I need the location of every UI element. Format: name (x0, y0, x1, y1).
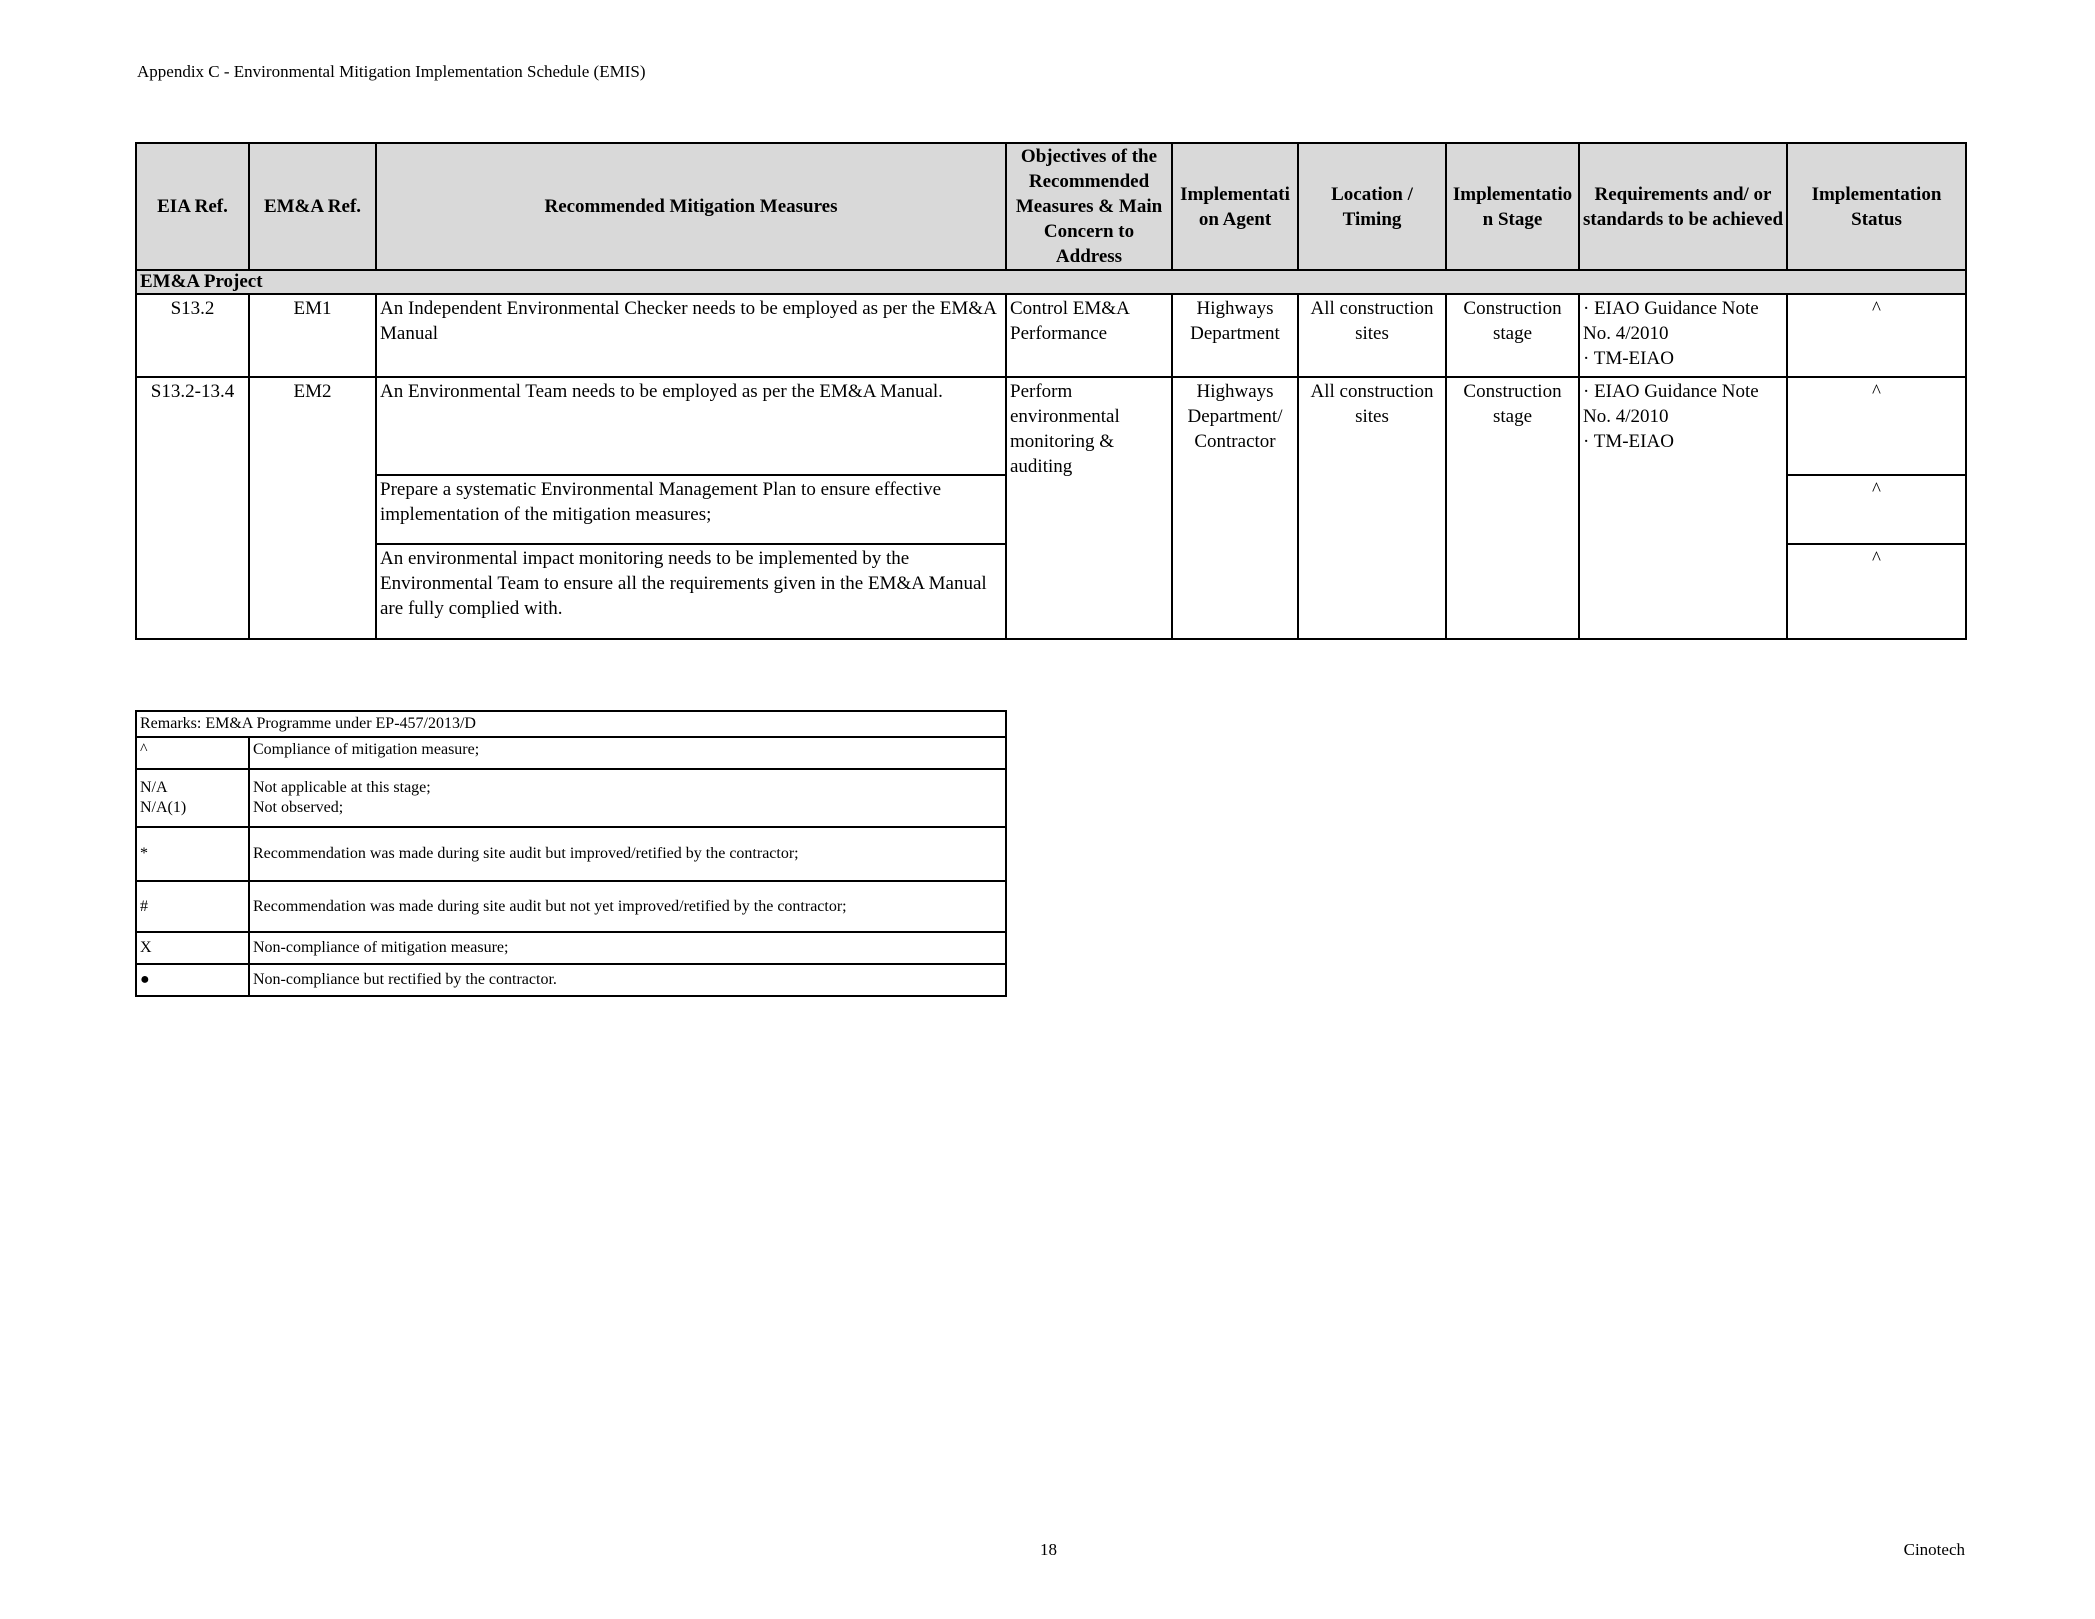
requirement-line: · EIAO Guidance Note No. 4/2010 (1583, 381, 1759, 427)
table-header-row (136, 143, 1966, 270)
col-header-stage: Implementatio n Stage (1446, 143, 1579, 270)
company-name: Cinotech (1903, 1540, 1965, 1559)
cell-objective: Perform environmental monitoring & auditing (1006, 377, 1172, 639)
remarks-title: Remarks: EM&A Programme under EP-457/2013/D (136, 711, 1006, 737)
requirement-line: · TM-EIAO (1583, 348, 1674, 369)
col-header-requirements: Requirements and/ or standards to be achieved (1579, 143, 1787, 270)
cell-agent: Highways Department (1172, 294, 1298, 377)
cell-objective: Control EM&A Performance (1006, 294, 1172, 377)
requirement-line: · TM-EIAO (1583, 431, 1674, 452)
remark-row (136, 827, 1006, 881)
cell-measure: An environmental impact monitoring needs to be implemented by the Environmental Team to ensure all the requirements given in the EM&A Manual are fully complied with. (376, 544, 1006, 639)
remark-text: Compliance of mitigation measure; (249, 737, 1006, 769)
cell-eia-ref: S13.2 (136, 294, 249, 377)
table-row (136, 294, 1966, 377)
remark-symbol: # (136, 881, 249, 932)
cell-status: ^ (1787, 294, 1966, 377)
cell-measure: An Environmental Team needs to be employed as per the EM&A Manual. (376, 377, 1006, 475)
cell-ema-ref: EM2 (249, 377, 376, 639)
remark-text-na: Not applicable at this stage; (253, 779, 431, 796)
table-row (136, 377, 1966, 475)
cell-status: ^ (1787, 544, 1966, 639)
remark-row (136, 881, 1006, 932)
col-header-objectives: Objectives of the Recommended Measures & Main Concern to Address (1006, 143, 1172, 270)
remark-symbol: ^ (136, 737, 249, 769)
col-header-status: Implementation Status (1787, 143, 1966, 270)
section-row (136, 270, 1966, 294)
remark-row (136, 737, 1006, 769)
remark-text-na1: Not observed; (253, 799, 344, 816)
cell-ema-ref: EM1 (249, 294, 376, 377)
remarks-table (135, 710, 1007, 997)
cell-status: ^ (1787, 475, 1966, 544)
cell-eia-ref: S13.2-13.4 (136, 377, 249, 639)
page-header-title: Appendix C - Environmental Mitigation Implementation Schedule (EMIS) (137, 62, 646, 81)
remark-text: Recommendation was made during site audit but improved/retified by the contractor; (249, 827, 1006, 881)
page-number: 18 (1040, 1540, 1057, 1559)
remark-text: Non-compliance of mitigation measure; (249, 932, 1006, 964)
cell-agent: Highways Department/ Contractor (1172, 377, 1298, 639)
cell-location: All construction sites (1298, 377, 1446, 639)
remark-text (249, 769, 1006, 827)
cell-status: ^ (1787, 377, 1966, 475)
remark-row (136, 932, 1006, 964)
cell-stage: Construction stage (1446, 377, 1579, 639)
section-title: EM&A Project (136, 270, 1966, 294)
remark-symbol-na: N/A (140, 779, 168, 796)
cell-stage: Construction stage (1446, 294, 1579, 377)
emis-table (135, 142, 1967, 640)
cell-location: All construction sites (1298, 294, 1446, 377)
remark-symbol: ● (136, 964, 249, 996)
col-header-location: Location / Timing (1298, 143, 1446, 270)
remarks-title-row (136, 711, 1006, 737)
remark-symbol (136, 769, 249, 827)
remark-row (136, 769, 1006, 827)
cell-measure: An Independent Environmental Checker needs to be employed as per the EM&A Manual (376, 294, 1006, 377)
cell-requirements (1579, 294, 1787, 377)
remark-row (136, 964, 1006, 996)
cell-requirements (1579, 377, 1787, 639)
remark-symbol: * (136, 827, 249, 881)
remark-symbol: X (136, 932, 249, 964)
col-header-eia-ref: EIA Ref. (136, 143, 249, 270)
requirement-line: · EIAO Guidance Note No. 4/2010 (1583, 298, 1759, 344)
col-header-agent: Implementati on Agent (1172, 143, 1298, 270)
remark-text: Non-compliance but rectified by the contractor. (249, 964, 1006, 996)
col-header-measures: Recommended Mitigation Measures (376, 143, 1006, 270)
remark-symbol-na1: N/A(1) (140, 799, 187, 816)
col-header-ema-ref: EM&A Ref. (249, 143, 376, 270)
remark-text: Recommendation was made during site audit but not yet improved/retified by the contractor; (249, 881, 1006, 932)
cell-measure: Prepare a systematic Environmental Management Plan to ensure effective implementation of the mitigation measures; (376, 475, 1006, 544)
